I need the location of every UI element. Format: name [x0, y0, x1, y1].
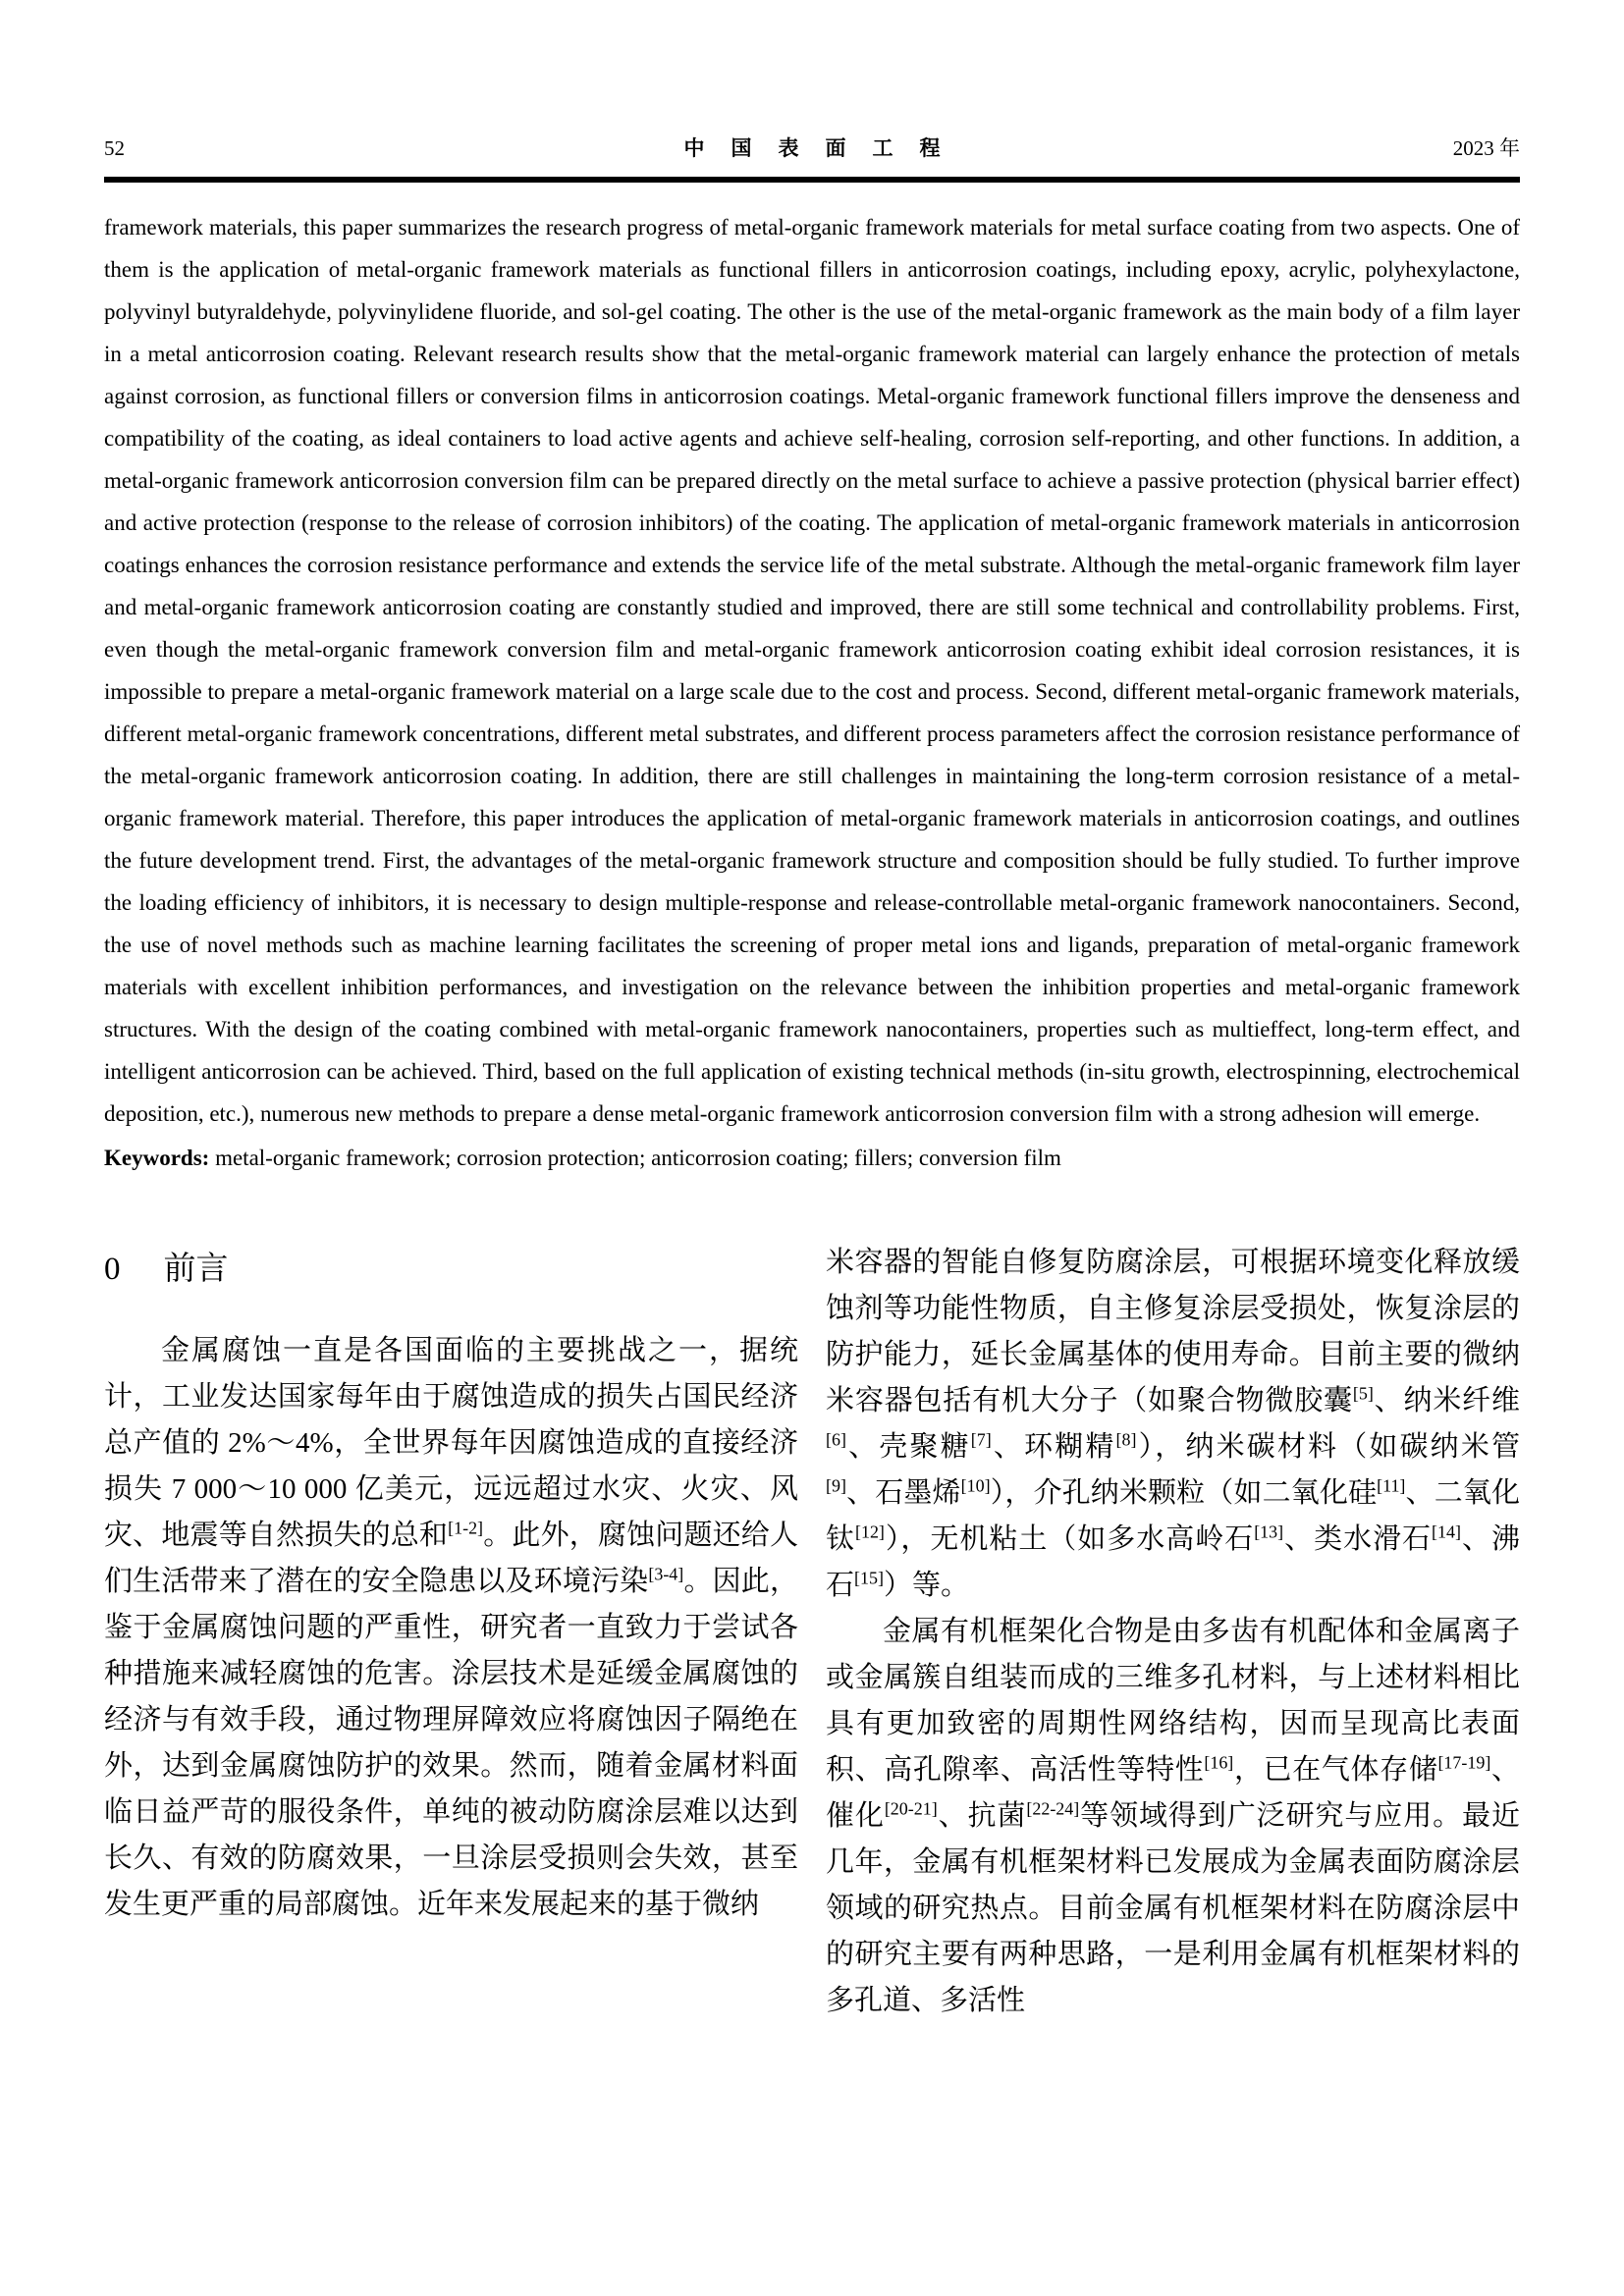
section-title: 前言 — [163, 1252, 229, 1287]
intro-paragraph-left: 金属腐蚀一直是各国面临的主要挑战之一，据统计，工业发达国家每年由于腐蚀造成的损失占国民经济总产值的 2%～4%，全世界每年因腐蚀造成的直接经济损失 7 000～10 000 亿美元，远远超过水灾、火灾、风灾、地震等自然损失的总和[1-2]。此外，腐蚀问题还给人们生活带来了潜在的安全隐患以及环境污染[3-4]。因此，鉴于金属腐蚀问题的严重性，研究者一直致力于尝试各种措施来减轻腐蚀的危害。涂层技术是延缓金属腐蚀的经济与有效手段，通过物理屏障效应将腐蚀因子隔绝在外，达到金属腐蚀防护的效果。然而，随着金属材料面临日益严苛的服役条件，单纯的被动防腐涂层难以达到长久、有效的防腐效果，一旦涂层受损则会失效，甚至发生更严重的局部腐蚀。近年来发展起来的基于微纳 — [104, 1335, 798, 1920]
intro-paragraph-continued: 米容器的智能自修复防腐涂层，可根据环境变化释放缓蚀剂等功能性物质，自主修复涂层受损处，恢复涂层的防护能力，延长金属基体的使用寿命。目前主要的微纳米容器包括有机大分子（如聚合物微胶囊[5]、纳米纤维[6]、壳聚糖[7]、环糊精[8]），纳米碳材料（如碳纳米管[9]、石墨烯[10]），介孔纳米颗粒（如二氧化硅[11]、二氧化钛[12]），无机粘土（如多水高岭石[13]、类水滑石[14]、沸石[15]）等。 — [826, 1247, 1520, 1601]
header-year: 2023 年 — [1452, 136, 1520, 160]
page-header — [104, 0, 1520, 161]
two-column-body — [104, 1234, 1520, 2024]
abstract-text: framework materials, this paper summarizes the research progress of metal-organic framework materials for metal surface coating from two aspects. One of them is the application of metal-organic framework materials as functional fillers in anticorrosion coatings, including epoxy, acrylic, polyhexylactone, polyvinyl butyraldehyde, polyvinylidene fluoride, and sol-gel coating. The other is the use of the metal-organic framework as the main body of a film layer in a metal anticorrosion coating. Relevant research results show that the metal-organic framework material can largely enhance the protection of metals against corrosion, as functional fillers or conversion films in anticorrosion coatings. Metal-organic framework functional fillers improve the denseness and compatibility of the coating, as ideal containers to load active agents and achieve self-healing, corrosion self-reporting, and other functions. In addition, a metal-organic framework anticorrosion conversion film can be prepared directly on the metal surface to achieve a passive protection (physical barrier effect) and active protection (response to the release of corrosion inhibitors) of the coating. The application of metal-organic framework materials in anticorrosion coatings enhances the corrosion resistance performance and extends the service life of the metal substrate. Although the metal-organic framework film layer and metal-organic framework anticorrosion coating are constantly studied and improved, there are still some technical and controllability problems. First, even though the metal-organic framework conversion film and metal-organic framework anticorrosion coating exhibit ideal corrosion resistances, it is impossible to prepare a metal-organic framework material on a large scale due to the cost and process. Second, different metal-organic framework materials, different metal-organic framework concentrations, different metal substrates, and different process parameters affect the corrosion resistance performance of the metal-organic framework anticorrosion coating. In addition, there are still challenges in maintaining the long-term corrosion resistance of a metal-organic framework material. Therefore, this paper introduces the application of metal-organic framework materials in anticorrosion coatings, and outlines the future development trend. First, the advantages of the metal-organic framework structure and composition should be fully studied. To further improve the loading efficiency of inhibitors, it is necessary to design multiple-response and release-controllable metal-organic framework nanocontainers. Second, the use of novel methods such as machine learning facilitates the screening of proper metal ions and ligands, preparation of metal-organic framework materials with excellent inhibition performances, and investigation on the relevance between the inhibition properties and metal-organic framework structures. With the design of the coating combined with metal-organic framework nanocontainers, properties such as multieffect, long-term effect, and intelligent anticorrosion can be achieved. Third, based on the full application of existing technical methods (in-situ growth, electrospinning, electrochemical deposition, etc.), numerous new methods to prepare a dense metal-organic framework anticorrosion conversion film with a strong adhesion will emerge. — [104, 215, 1520, 1126]
keywords-text: metal-organic framework; corrosion protection; anticorrosion coating; fillers; conversion film — [209, 1146, 1061, 1170]
header-rule — [104, 177, 1520, 183]
left-column — [104, 1234, 798, 2024]
right-column — [826, 1234, 1520, 2024]
keywords-label: Keywords: — [104, 1146, 210, 1170]
journal-title: 中国表面工程 — [683, 136, 967, 160]
section-number: 0 — [104, 1252, 121, 1287]
section-heading — [104, 1250, 798, 1289]
page-number: 52 — [104, 136, 125, 160]
mof-paragraph: 金属有机框架化合物是由多齿有机配体和金属离子或金属簇自组装而成的三维多孔材料，与上述材料相比具有更加致密的周期性网络结构，因而呈现高比表面积、高孔隙率、高活性等特性[16]，已在气体存储[17-19]、催化[20-21]、抗菌[22-24]等领域得到广泛研究与应用。最近几年，金属有机框架材料已发展成为金属表面防腐涂层领域的研究热点。目前金属有机框架材料在防腐涂层中的研究主要有两种思路，一是利用金属有机框架材料的多孔道、多活性 — [826, 1616, 1520, 2016]
keywords-line — [104, 1137, 1520, 1179]
